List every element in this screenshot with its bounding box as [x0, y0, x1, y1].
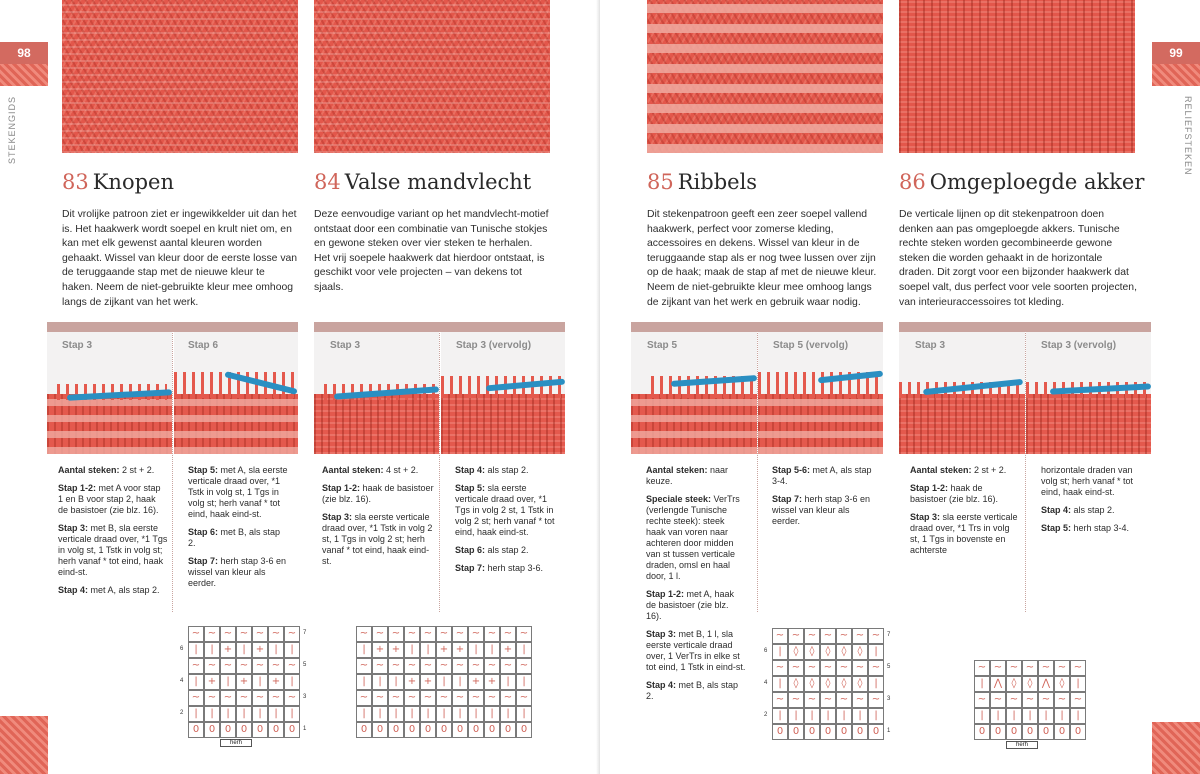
instructions-col2: Stap 5-6: met A, als stap 3-4. Stap 7: herh stap 3-6 en wissel van kleur als eerder. [772, 465, 872, 526]
corner-swatch [1152, 722, 1200, 774]
chart-cell: | [388, 674, 404, 690]
chart-cell: ~ [990, 692, 1006, 708]
chart-cell: + [236, 674, 252, 690]
chart-cell: ~ [772, 628, 788, 644]
chart-cell: + [268, 674, 284, 690]
swatch-photo [62, 0, 298, 153]
chart-cell: | [820, 708, 836, 724]
chart-cell: ◊ [1022, 676, 1038, 692]
chart-cell: | [772, 644, 788, 660]
chart-cell: ~ [804, 660, 820, 676]
chart-row-number: 3 [303, 694, 307, 700]
chart-row-number: 2 [764, 712, 768, 718]
chart-cell: | [284, 706, 300, 722]
corner-swatch [0, 64, 48, 86]
column-separator [757, 322, 758, 612]
chart-cell: ~ [500, 658, 516, 674]
chart-cell: ~ [220, 658, 236, 674]
chart-cell: ~ [356, 690, 372, 706]
chart-cell: ~ [452, 626, 468, 642]
chart-cell: | [284, 642, 300, 658]
chart-cell: ~ [1054, 660, 1070, 676]
chart-cell: | [1038, 708, 1054, 724]
chart-cell: ~ [372, 626, 388, 642]
chart-cell: ◊ [852, 644, 868, 660]
fabric [47, 394, 172, 454]
page-number: 99 [1152, 42, 1200, 64]
chart-cell: ~ [268, 690, 284, 706]
chart-cell: | [1022, 708, 1038, 724]
step-label: Stap 3 (vervolg) [1041, 340, 1117, 351]
chart-cell: | [772, 708, 788, 724]
chart-cell: ◊ [836, 644, 852, 660]
chart-cell: | [516, 642, 532, 658]
chart-cell: 0 [404, 722, 420, 738]
chart-cell: ~ [372, 690, 388, 706]
chart-cell: ~ [974, 692, 990, 708]
chart-cell: 0 [516, 722, 532, 738]
chart-cell: | [204, 706, 220, 722]
chart-cell: ~ [268, 658, 284, 674]
chart-cell: ~ [868, 692, 884, 708]
chart-cell: | [268, 706, 284, 722]
chart-cell: 0 [204, 722, 220, 738]
column-separator [439, 322, 440, 612]
chart-cell: 0 [356, 722, 372, 738]
chart-cell: | [836, 708, 852, 724]
chart-cell: ~ [268, 626, 284, 642]
chart-row-number: 1 [887, 728, 891, 734]
chart-cell: | [990, 708, 1006, 724]
section-label: RELIEFSTEKEN [1183, 96, 1193, 176]
chart-cell: ~ [388, 658, 404, 674]
chart-cell: ~ [252, 626, 268, 642]
stitch-intro: Dit stekenpatroon geeft een zeer soepel vallend haakwerk, perfect voor zomerse kleding, accessoires en dekens. Wissel van kleur in de teruggaande stap als er nog twee lussen over zijn op de haak; maak de stap af met de nieuwe kleur. Neem de niet-gebruikte kleur mee omhoog langs de zijkant van het werk en gebruik waar nodig. [647, 209, 877, 308]
stitch-title: 85 Ribbels [647, 170, 758, 194]
fabric [314, 394, 439, 454]
chart-cell: ~ [852, 628, 868, 644]
chart-cell: 0 [868, 724, 884, 740]
chart-cell: ~ [188, 658, 204, 674]
chart-row-number: 6 [180, 646, 184, 652]
chart-cell: ~ [220, 690, 236, 706]
chart-cell: 0 [1054, 724, 1070, 740]
chart-cell: | [484, 706, 500, 722]
chart-cell: ~ [404, 690, 420, 706]
chart-cell: 0 [852, 724, 868, 740]
chart-cell: ~ [484, 690, 500, 706]
chart-cell: + [220, 642, 236, 658]
chart-cell: | [268, 642, 284, 658]
chart-cell: | [868, 644, 884, 660]
step-label: Stap 3 [62, 340, 93, 351]
chart-cell: | [468, 642, 484, 658]
chart-cell: ~ [436, 626, 452, 642]
chart-cell: | [500, 706, 516, 722]
step-label: Stap 3 [915, 340, 946, 351]
chart-cell: | [284, 674, 300, 690]
chart-cell: ~ [772, 692, 788, 708]
instructions-col2: Stap 5: met A, sla eerste verticale draad over, *1 Tstk in volg st, 1 Tgs in volg st; herh vanaf * tot eind, haak eind-st. Stap 6: met B, als stap 2. Stap 7: herh stap 3-6 en wissel van kleur als eerder. [188, 465, 288, 588]
chart-row-number: 4 [180, 678, 184, 684]
chart-cell: ~ [1054, 692, 1070, 708]
chart-cell: + [468, 674, 484, 690]
chart-cell: ◊ [804, 644, 820, 660]
chart-cell: 0 [420, 722, 436, 738]
stitch-chart [966, 660, 1090, 752]
chart-cell: 0 [252, 722, 268, 738]
chart-cell: | [852, 708, 868, 724]
chart-cell: ~ [452, 690, 468, 706]
chart-cell: ~ [1022, 660, 1038, 676]
chart-cell: ~ [868, 660, 884, 676]
chart-cell: ◊ [852, 676, 868, 692]
chart-cell: | [388, 706, 404, 722]
chart-cell: | [1070, 676, 1086, 692]
chart-cell: | [404, 706, 420, 722]
chart-cell: ~ [974, 660, 990, 676]
page-number: 98 [0, 42, 48, 64]
chart-cell: | [1006, 708, 1022, 724]
step-label: Stap 6 [188, 340, 219, 351]
chart-cell: + [420, 674, 436, 690]
chart-cell: ~ [1006, 660, 1022, 676]
chart-cell: ◊ [804, 676, 820, 692]
chart-cell: | [484, 642, 500, 658]
chart-cell: + [452, 642, 468, 658]
chart-cell: ~ [420, 658, 436, 674]
stitch-title: 86 Omgeploegde akker [899, 170, 1145, 194]
chart-cell: + [372, 642, 388, 658]
chart-cell: ~ [484, 626, 500, 642]
chart-cell: | [1054, 708, 1070, 724]
fabric [1026, 394, 1151, 454]
chart-cell: ~ [372, 658, 388, 674]
chart-cell: | [220, 674, 236, 690]
chart-cell: 0 [452, 722, 468, 738]
instructions-col1: Aantal steken: naar keuze. Speciale steek: VerTrs (verlengde Tunische rechte steek): steek haak van voren naar achteren door midden van st tussen verticale draden, omsl en haal door, 1 l. Stap 1-2: met A, haak de basistoer (zie blz. 16). Stap 3: met B, 1 l, sla eerste verticale draad over, 1 VerTrs in elke st tot eind, 1 Tstk in eind-st. Stap 4: met B, als stap 2. [646, 465, 746, 701]
chart-cell: | [436, 674, 452, 690]
chart-cell: 0 [804, 724, 820, 740]
chart-cell: ~ [1038, 692, 1054, 708]
right-page [600, 0, 1200, 774]
chart-cell: 0 [236, 722, 252, 738]
chart-cell: ~ [420, 690, 436, 706]
chart-cell: ◊ [788, 644, 804, 660]
chart-row-number: 1 [303, 726, 307, 732]
chart-cell: ~ [852, 692, 868, 708]
chart-cell: | [772, 676, 788, 692]
chart-cell: | [868, 676, 884, 692]
fabric [441, 394, 565, 454]
chart-cell: ~ [1070, 692, 1086, 708]
chart-cell: 0 [284, 722, 300, 738]
chart-cell: ~ [236, 626, 252, 642]
chart-cell: ⋀ [1038, 676, 1054, 692]
chart-cell: ◊ [788, 676, 804, 692]
chart-cell: 0 [974, 724, 990, 740]
chart-cell: ~ [188, 690, 204, 706]
chart-cell: ~ [990, 660, 1006, 676]
chart-cell: | [974, 708, 990, 724]
chart-cell: | [188, 674, 204, 690]
chart-cell: 0 [268, 722, 284, 738]
chart-cell: | [420, 642, 436, 658]
chart-cell: ~ [516, 626, 532, 642]
chart-cell: ~ [452, 658, 468, 674]
chart-cell: ~ [516, 658, 532, 674]
stitch-title: 84 Valse mandvlecht [314, 170, 532, 194]
chart-cell: | [204, 642, 220, 658]
chart-cell: ~ [356, 658, 372, 674]
chart-cell: ~ [236, 658, 252, 674]
column-separator [172, 322, 173, 612]
chart-cell: ~ [788, 628, 804, 644]
chart-cell: ~ [468, 626, 484, 642]
chart-cell: ~ [1022, 692, 1038, 708]
chart-cell: 0 [220, 722, 236, 738]
chart-cell: + [436, 642, 452, 658]
chart-cell: ~ [484, 658, 500, 674]
chart-cell: | [188, 706, 204, 722]
chart-cell: | [356, 642, 372, 658]
chart-cell: ~ [804, 628, 820, 644]
chart-cell: ~ [404, 658, 420, 674]
chart-cell: 0 [500, 722, 516, 738]
chart-cell: | [452, 674, 468, 690]
fabric [758, 394, 883, 454]
stitch-chart [180, 626, 307, 750]
chart-cell: ~ [1070, 660, 1086, 676]
chart-cell: 0 [1038, 724, 1054, 740]
swatch-photo [314, 0, 550, 153]
chart-cell: + [404, 674, 420, 690]
chart-cell: 0 [484, 722, 500, 738]
chart-cell: ◊ [1054, 676, 1070, 692]
chart-cell: 0 [820, 724, 836, 740]
chart-cell: 0 [436, 722, 452, 738]
chart-cell: ~ [500, 690, 516, 706]
chart-cell: ~ [420, 626, 436, 642]
chart-cell: ~ [820, 692, 836, 708]
chart-row-number: 5 [303, 662, 307, 668]
chart-cell: | [500, 674, 516, 690]
chart-cell: + [252, 642, 268, 658]
chart-cell: ◊ [820, 644, 836, 660]
chart-cell: | [804, 708, 820, 724]
instructions-col1: Aantal steken: 4 st + 2. Stap 1-2: haak de basistoer (zie blz. 16). Stap 3: sla eerste verticale draad over, *1 Tstk in volg 2 st, 1 Tgs in volg 2 st; herh vanaf * tot eind, haak eind-st. [322, 465, 434, 566]
fabric [631, 394, 757, 454]
chart-cell: + [388, 642, 404, 658]
chart-cell: | [436, 706, 452, 722]
chart-cell: 0 [1006, 724, 1022, 740]
chart-cell: ~ [204, 690, 220, 706]
chart-cell: ◊ [820, 676, 836, 692]
instructions-col2: Stap 4: als stap 2. Stap 5: sla eerste verticale draad over, *1 Tgs in volg 2 st, 1 Tstk in volg 2 st; herh vanaf * tot eind, haak eind-st. Stap 6: als stap 2. Stap 7: herh stap 3-6. [455, 465, 555, 573]
chart-row-number: 7 [887, 632, 891, 638]
instructions-col1: Aantal steken: 2 st + 2. Stap 1-2: haak de basistoer (zie blz. 16). Stap 3: sla eerste verticale draad over, *1 Trs in volg st, 1 Tgs in bovenste en achterste [910, 465, 1018, 555]
chart-cell: ~ [836, 692, 852, 708]
stitch-chart [348, 626, 538, 750]
chart-cell: ~ [1038, 660, 1054, 676]
chart-cell: | [220, 706, 236, 722]
chart-cell: ~ [188, 626, 204, 642]
chart-cell: | [252, 706, 268, 722]
chart-cell: ~ [468, 690, 484, 706]
chart-cell: | [1070, 708, 1086, 724]
chart-cell: | [788, 708, 804, 724]
chart-cell: | [404, 642, 420, 658]
chart-cell: | [188, 642, 204, 658]
chart-cell: | [452, 706, 468, 722]
chart-cell: 0 [788, 724, 804, 740]
chart-cell: 0 [772, 724, 788, 740]
chart-cell: ~ [836, 660, 852, 676]
chart-cell: ~ [820, 660, 836, 676]
chart-cell: | [974, 676, 990, 692]
step-label: Stap 5 [647, 340, 678, 351]
fabric [174, 394, 298, 454]
chart-cell: | [468, 706, 484, 722]
chart-cell: ⋀ [990, 676, 1006, 692]
chart-cell: ~ [284, 626, 300, 642]
chart-row-number: 4 [764, 680, 768, 686]
corner-swatch [0, 716, 48, 774]
chart-cell: ~ [252, 690, 268, 706]
chart-cell: | [236, 642, 252, 658]
column-separator [1025, 322, 1026, 612]
chart-cell: ~ [204, 626, 220, 642]
chart-cell: ~ [404, 626, 420, 642]
chart-cell: + [204, 674, 220, 690]
stitch-intro: Dit vrolijke patroon ziet er ingewikkelder uit dan het is. Het haakwerk wordt soepel en krult niet om, en kan met elk gewenst aantal kleuren worden gehaakt. Wissel van kleur door de eerste losse van de teruggaande stap met de nieuwe kleur te haken. Neem de niet-gebruikte kleur mee omhoog langs de zijkant van het werk. [62, 209, 298, 308]
chart-cell: ◊ [1006, 676, 1022, 692]
chart-cell: ~ [284, 658, 300, 674]
chart-cell: 0 [388, 722, 404, 738]
chart-cell: | [516, 706, 532, 722]
chart-cell: | [516, 674, 532, 690]
stitch-chart [764, 628, 891, 748]
chart-cell: | [356, 706, 372, 722]
chart-row-number: 5 [887, 664, 891, 670]
chart-cell: | [236, 706, 252, 722]
chart-cell: ~ [356, 626, 372, 642]
chart-cell: + [484, 674, 500, 690]
chart-cell: | [372, 706, 388, 722]
chart-cell: 0 [1022, 724, 1038, 740]
chart-cell: + [500, 642, 516, 658]
step-label: Stap 5 (vervolg) [773, 340, 849, 351]
chart-cell: 0 [836, 724, 852, 740]
chart-cell: ~ [852, 660, 868, 676]
stitch-intro: De verticale lijnen op dit stekenpatroon doen denken aan pas omgeploegde akkers. Tunische rechte steken worden gecombineerde gewone steken die worden gehaakt in de horizontale draden. Dit zorgt voor een bijzonder haakwerk dat soepel valt, dus perfect voor vele soorten projecten, van interieuraccessoires tot kleding. [899, 209, 1137, 308]
chart-cell: ~ [388, 626, 404, 642]
chart-cell: ◊ [836, 676, 852, 692]
chart-cell: 0 [372, 722, 388, 738]
fabric [899, 394, 1025, 454]
instructions-col2: horizontale draden van volg st; herh vanaf * tot eind, haak eind-st. Stap 4: als stap 2. Stap 5: herh stap 3-4. [1041, 465, 1134, 533]
chart-cell: | [356, 674, 372, 690]
swatch-photo [647, 0, 883, 153]
chart-cell: 0 [1070, 724, 1086, 740]
chart-cell: 0 [990, 724, 1006, 740]
chart-cell: ~ [788, 660, 804, 676]
chart-repeat-bracket: herh [1006, 741, 1038, 749]
chart-cell: ~ [436, 690, 452, 706]
chart-cell: ~ [1006, 692, 1022, 708]
chart-cell: ~ [868, 628, 884, 644]
chart-cell: | [372, 674, 388, 690]
chart-cell: ~ [516, 690, 532, 706]
chart-row-number: 6 [764, 648, 768, 654]
chart-cell: ~ [788, 692, 804, 708]
chart-cell: | [868, 708, 884, 724]
chart-cell: ~ [388, 690, 404, 706]
chart-cell: ~ [436, 658, 452, 674]
chart-cell: ~ [836, 628, 852, 644]
chart-repeat-bracket: herh [220, 739, 252, 747]
section-label: STEKENGIDS [7, 96, 17, 165]
chart-cell: ~ [284, 690, 300, 706]
chart-row-number: 7 [303, 630, 307, 636]
instructions-col1: Aantal steken: 2 st + 2. Stap 1-2: met A voor stap 1 en B voor stap 2, haak de basistoer (zie blz. 16). Stap 3: met B, sla eerste verticale draad over, *1 Tgs in volg st, 1 Tstk in volg st; herh vanaf * tot eind, haak eind-st. Stap 4: met A, als stap 2. [58, 465, 168, 595]
chart-cell: ~ [804, 692, 820, 708]
chart-cell: ~ [468, 658, 484, 674]
swatch-photo [899, 0, 1135, 153]
corner-swatch [1152, 64, 1200, 86]
stitch-title: 83 Knopen [62, 170, 174, 194]
chart-cell: 0 [188, 722, 204, 738]
chart-cell: ~ [236, 690, 252, 706]
chart-cell: ~ [204, 658, 220, 674]
chart-cell: ~ [220, 626, 236, 642]
chart-cell: ~ [500, 626, 516, 642]
stitch-intro: Deze eenvoudige variant op het mandvlecht-motief ontstaat door een combinatie van Tunische stokjes en gewone steken over vier steken te herhalen. Het vrij soepele haakwerk dat hierdoor ontstaat, is geschikt voor vele projecten – van dekens tot sjaals. [314, 209, 549, 293]
step-label: Stap 3 [330, 340, 361, 351]
chart-row-number: 2 [180, 710, 184, 716]
chart-cell: 0 [468, 722, 484, 738]
chart-cell: ~ [820, 628, 836, 644]
step-label: Stap 3 (vervolg) [456, 340, 532, 351]
chart-cell: | [252, 674, 268, 690]
chart-cell: ~ [772, 660, 788, 676]
chart-row-number: 3 [887, 696, 891, 702]
chart-cell: ~ [252, 658, 268, 674]
chart-cell: | [420, 706, 436, 722]
